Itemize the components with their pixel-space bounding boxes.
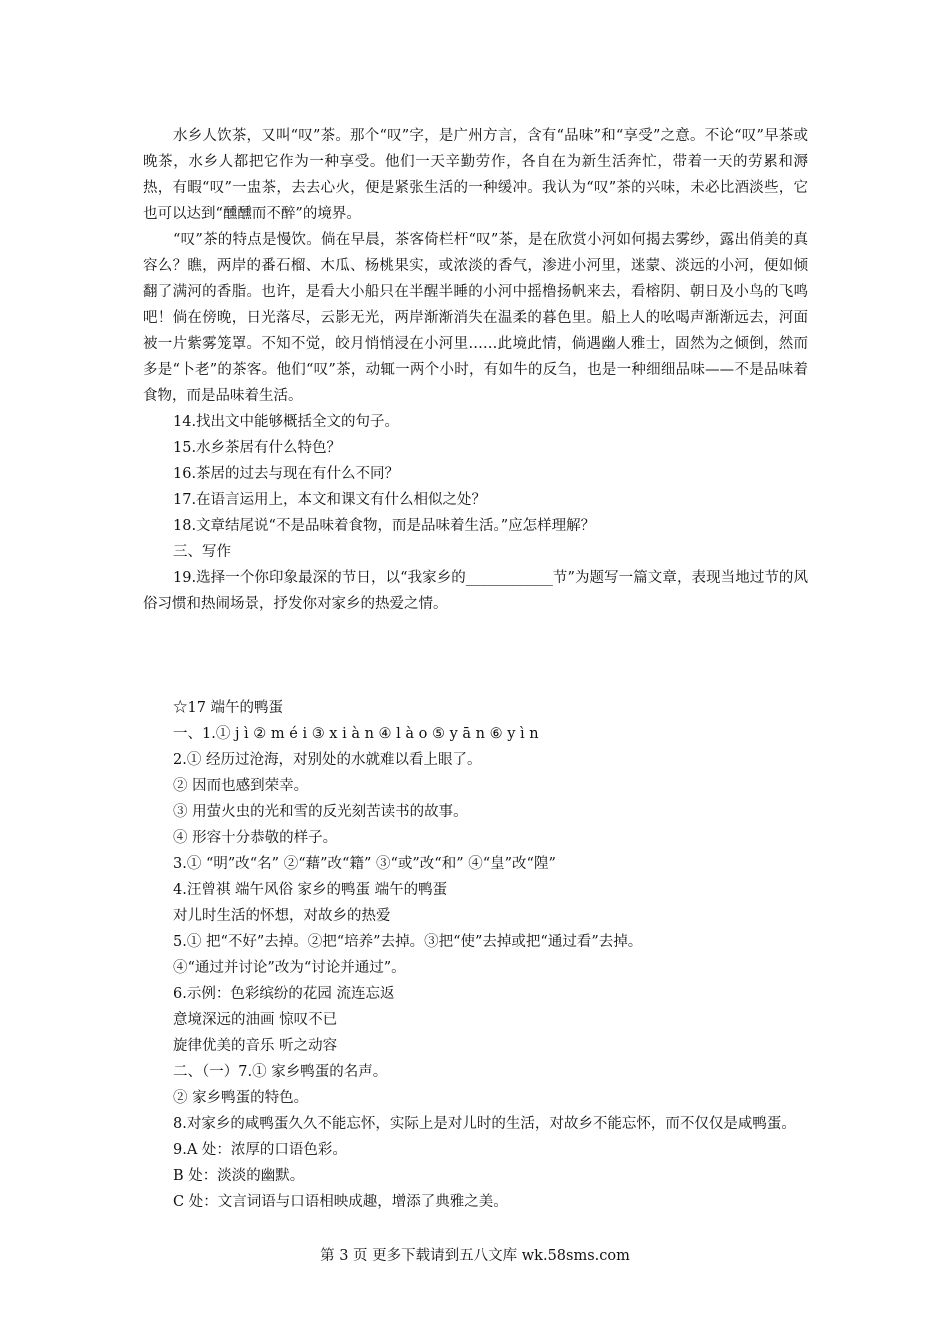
- section-gap: [143, 617, 808, 695]
- answer-line-7: 4.汪曾祺 端午风俗 家乡的鸭蛋 端午的鸭蛋: [173, 882, 448, 898]
- answer-line-6: 3.① “明”改“名” ②“藉”改“籍” ③“或”改“和” ④“皇”改“隍”: [173, 856, 556, 872]
- answer-line-11: 6.示例：色彩缤纷的花园 流连忘返: [173, 986, 395, 1002]
- answer-line-1: 一、1.① j ì ② m é i ③ x i à n ④ l à o ⑤ y ā n ⑥ y ì n: [173, 726, 539, 742]
- question-16: 16.茶居的过去与现在有什么不同？: [173, 466, 400, 482]
- question-18: 18.文章结尾说“不是品味着食物，而是品味着生活。”应怎样理解？: [173, 518, 596, 534]
- question-19: 19.选择一个你印象最深的节日，以“我家乡的____________节”为题写一篇文章，表现当地过节的风俗习惯和热闹场景，抒发你对家乡的热爱之情。: [143, 570, 808, 612]
- answer-line-2: 2.① 经历过沧海，对别处的水就难以看上眼了。: [173, 752, 482, 768]
- answer-q9-c: C 处：文言词语与口语相映成趣，增添了典雅之美。: [173, 1194, 508, 1210]
- answer-q8: 8.对家乡的咸鸭蛋久久不能忘怀，实际上是对儿时的生活，对故乡不能忘怀，而不仅仅是咸鸭蛋。: [173, 1116, 796, 1132]
- passage-paragraph-2: “叹”茶的特点是慢饮。倘在早晨，茶客倚栏杆“叹”茶，是在欣赏小河如何揭去雾纱，露出俏美的真容么？瞧，两岸的番石榴、木瓜、杨桃果实，或浓淡的香气，渗进小河里，迷蒙、淡远的小河，便如倾翻了满河的香脂。也许，是看大小船只在半醒半睡的小河中摇橹扬帆来去，看榕阴、朝日及小鸟的飞鸣吧！倘在傍晚，日光落尽，云影无光，两岸渐渐消失在温柔的暮色里。船上人的吆喝声渐渐远去，河面被一片紫雾笼罩。不知不觉，皎月悄悄浸在小河里……此境此情，倘遇幽人雅士，固然为之倾倒，然而多是“卜老”的茶客。他们“叹”茶，动辄一两个小时，有如牛的反刍，也是一种细细品味——不是品味着食物，而是品味着生活。: [143, 232, 808, 404]
- answer-section-title: ☆17 端午的鸭蛋: [173, 700, 284, 716]
- answer-line-4: ③ 用萤火虫的光和雪的反光刻苦读书的故事。: [173, 804, 468, 820]
- page-content: [143, 123, 808, 1215]
- answer-line-3: ② 因而也感到荣幸。: [173, 778, 309, 794]
- answer-q9-a: 9.A 处：浓厚的口语色彩。: [173, 1142, 347, 1158]
- answer-line-14: 二、（一）7.① 家乡鸭蛋的名声。: [173, 1064, 388, 1080]
- answer-line-8: 对儿时生活的怀想，对故乡的热爱: [173, 908, 391, 924]
- answer-line-5: ④ 形容十分恭敬的样子。: [173, 830, 338, 846]
- question-15: 15.水乡茶居有什么特色？: [173, 440, 342, 456]
- page-footer: 第 3 页 更多下载请到五八文库 wk.58sms.com: [320, 1248, 630, 1264]
- answer-q9-b: B 处：淡淡的幽默。: [173, 1168, 305, 1184]
- answer-line-10: ④“通过并讨论”改为“讨论并通过”。: [173, 960, 406, 976]
- question-14: 14.找出文中能够概括全文的句子。: [173, 414, 400, 430]
- answer-line-12: 意境深远的油画 惊叹不已: [173, 1012, 338, 1028]
- answer-line-15: ② 家乡鸭蛋的特色。: [173, 1090, 309, 1106]
- answer-line-13: 旋律优美的音乐 听之动容: [173, 1038, 338, 1054]
- answer-line-9: 5.① 把“不好”去掉。②把“培养”去掉。③把“使”去掉或把“通过看”去掉。: [173, 934, 643, 950]
- question-17: 17.在语言运用上，本文和课文有什么相似之处？: [173, 492, 487, 508]
- writing-heading: 三、写作: [173, 544, 231, 560]
- passage-paragraph-1: 水乡人饮茶，又叫“叹”茶。那个“叹”字，是广州方言，含有“品味”和“享受”之意。不论“叹”早茶或晚茶，水乡人都把它作为一种享受。他们一天辛勤劳作，各自在为新生活奔忙，带着一天的劳累和溽热，有暇“叹”一盅茶，去去心火，便是紧张生活的一种缓冲。我认为“叹”茶的兴味，未必比酒淡些，它也可以达到“醺醺而不醉”的境界。: [143, 128, 808, 222]
